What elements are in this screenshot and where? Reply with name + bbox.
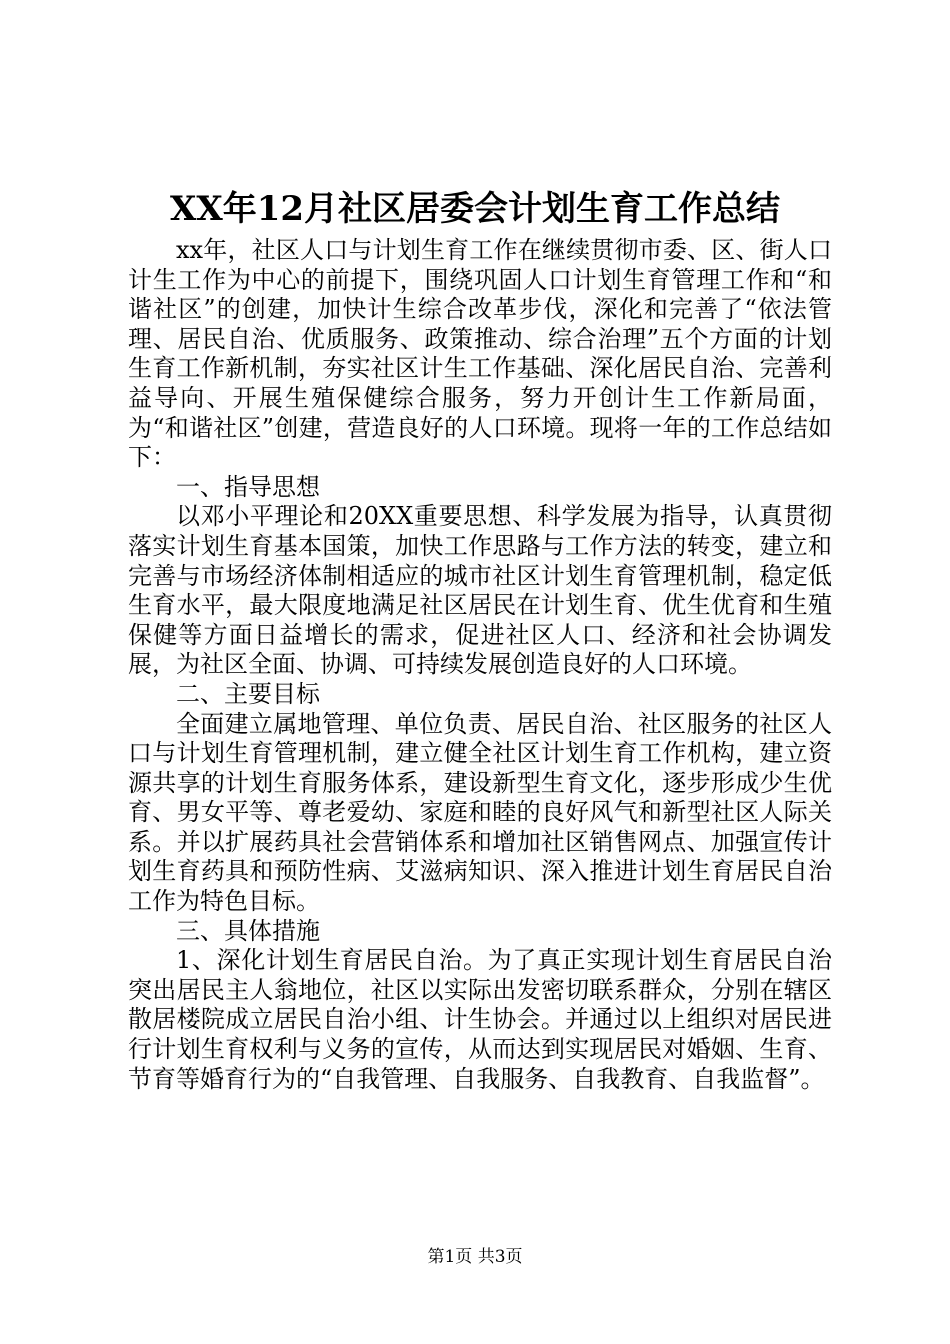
section-text-main-goals: 全面建立属地管理、单位负责、居民自治、社区服务的社区人口与计划生育管理机制，建立健全社区计划生育工作机构，建立资源共享的计划生育服务体系，建设新型生育文化，逐步形成少生优育、男女平等、尊老爱幼、家庭和睦的良好风气和新型社区人际关系。并以扩展药具社会营销体系和增加社区销售网点、加强宣传计划生育药具和预防性病、艾滋病知识、深入推进计划生育居民自治工作为特色目标。 (128, 709, 832, 916)
intro-paragraph: xx年，社区人口与计划生育工作在继续贯彻市委、区、街人口计生工作为中心的前提下，围绕巩固人口计划生育管理工作和“和谐社区”的创建，加快计生综合改革步伐，深化和完善了“依法管理、居民自治、优质服务、政策推动、综合治理”五个方面的计划生育工作新机制，夯实社区计生工作基础、深化居民自治、完善利益导向、开展生殖保健综合服务，努力开创计生工作新局面，为“和谐社区”创建，营造良好的人口环境。现将一年的工作总结如下： (128, 236, 832, 472)
page-footer: 第1页 共3页 (427, 1247, 523, 1267)
section-heading-guiding-ideology: 一、指导思想 (176, 472, 320, 501)
document-title: XX年12月社区居委会计划生育工作总结 (169, 189, 781, 229)
section-heading-specific-measures: 三、具体措施 (176, 916, 320, 945)
document-body (128, 236, 832, 1094)
section-text-specific-measures: 1、深化计划生育居民自治。为了真正实现计划生育居民自治突出居民主人翁地位，社区以实际出发密切联系群众，分别在辖区散居楼院成立居民自治小组、计生协会。并通过以上组织对居民进行计划生育权利与义务的宣传，从而达到实现居民对婚姻、生育、节育等婚育行为的“自我管理、自我服务、自我教育、自我监督”。 (128, 946, 832, 1093)
section-text-guiding-ideology: 以邓小平理论和20XX重要思想、科学发展为指导，认真贯彻落实计划生育基本国策，加快工作思路与工作方法的转变，建立和完善与市场经济体制相适应的城市社区计划生育管理机制，稳定低生育水平，最大限度地满足社区居民在计划生育、优生优育和生殖保健等方面日益增长的需求，促进社区人口、经济和社会协调发展，为社区全面、协调、可持续发展创造良好的人口环境。 (128, 502, 832, 679)
section-heading-main-goals: 二、主要目标 (176, 679, 320, 708)
